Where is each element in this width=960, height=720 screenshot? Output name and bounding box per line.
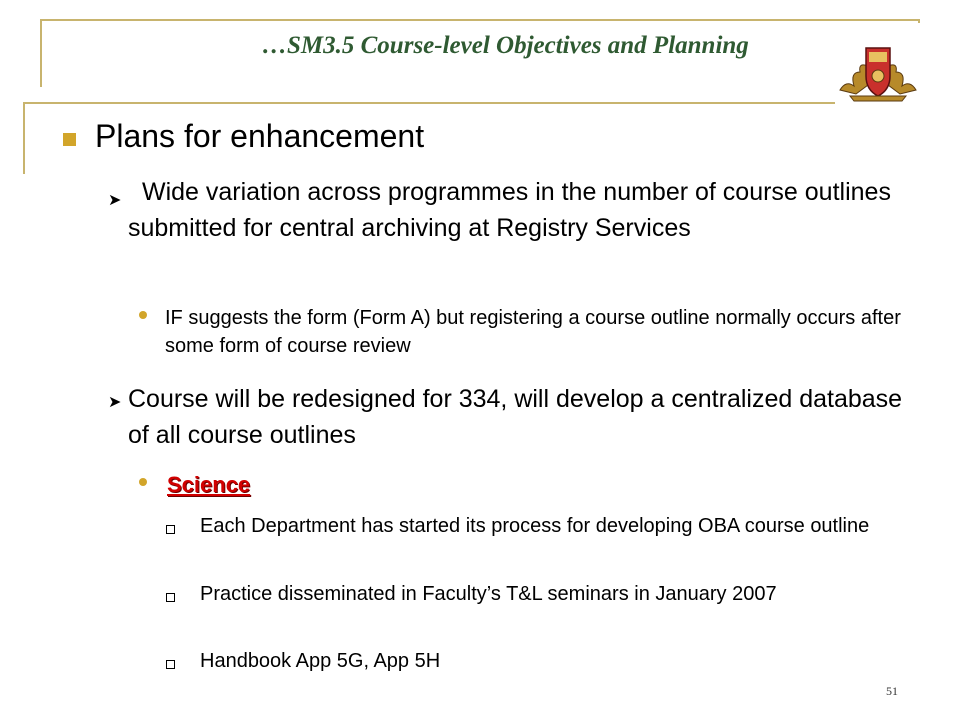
hollow-square-bullet-icon bbox=[166, 593, 175, 602]
science-label: Science bbox=[167, 472, 251, 497]
hollow-square-bullet-icon bbox=[166, 525, 175, 534]
top-left-frame-stub bbox=[40, 19, 42, 87]
slide-title: …SM3.5 Course-level Objectives and Planning bbox=[262, 32, 749, 59]
top-frame-line bbox=[40, 19, 920, 21]
arrow-bullet-icon: ➤ bbox=[108, 394, 122, 411]
dot-bullet-icon bbox=[139, 311, 147, 319]
university-crest-logo bbox=[836, 42, 920, 102]
arrow-bullet-icon: ➤ bbox=[108, 192, 122, 209]
point-1-subpoint: IF suggests the form (Form A) but registering a course outline normally occurs after some form of course review bbox=[165, 307, 901, 357]
heading-bullet-icon bbox=[63, 133, 76, 146]
mid-frame-line bbox=[23, 102, 835, 104]
science-item: Handbook App 5G, App 5H bbox=[200, 650, 441, 672]
science-item: Each Department has started its process for developing OBA course outline bbox=[200, 515, 870, 537]
science-item: Practice disseminated in Faculty’s T&L seminars in January 2007 bbox=[200, 583, 777, 605]
point-1-text: Wide variation across programmes in the number of course outlines submitted for central archiving at Registry Services bbox=[128, 178, 891, 242]
dot-bullet-icon bbox=[139, 478, 147, 486]
mid-left-frame-stub bbox=[23, 102, 25, 174]
section-heading: Plans for enhancement bbox=[95, 118, 425, 154]
top-right-frame-stub bbox=[918, 19, 920, 23]
point-2-text: Course will be redesigned for 334, will develop a centralized database of all course outlines bbox=[128, 385, 903, 449]
page-number: 51 bbox=[886, 684, 898, 698]
hollow-square-bullet-icon bbox=[166, 660, 175, 669]
